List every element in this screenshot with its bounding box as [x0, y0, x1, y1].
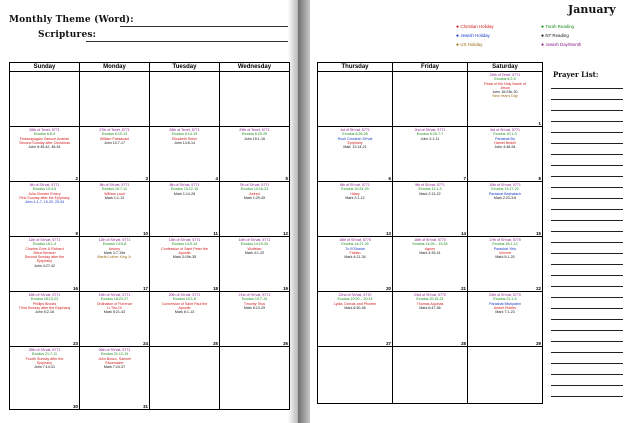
day-entry: Mark 1:14-28 — [173, 191, 196, 196]
day-entry: 26th of Tevet, 5771 — [29, 128, 60, 132]
day-entry: 19th of Sh'vat, 5771 — [98, 293, 131, 297]
day-entry: Julia Chester Emery — [28, 191, 61, 196]
day-entry: Exodus 21:12-19 — [100, 352, 129, 357]
day-entry: Exodus 10:7-11 — [102, 187, 127, 192]
day-header: Monday — [80, 63, 150, 72]
calendar-day-cell[interactable] — [393, 347, 468, 404]
day-entry: Mark 6:13-29 — [243, 305, 266, 310]
day-entry: Rosh Chodesh Sh'vat — [337, 136, 373, 141]
day-entry: Exodus 14:21-25 — [341, 242, 369, 247]
day-entry: Exodus 20:15-21 — [416, 297, 444, 302]
calendar-day-cell[interactable] — [80, 72, 150, 127]
calendar-day-cell[interactable] — [80, 127, 150, 182]
day-number: 23 — [73, 341, 78, 346]
day-entry: Exodus 6:20-25 — [241, 132, 268, 137]
day-entry: Exodus 21:1-6 — [493, 297, 517, 302]
day-entry: Timothy Titus — [243, 301, 266, 306]
day-number: 2 — [75, 176, 78, 181]
day-entry: 22nd of Sh'vat, 5770 — [338, 293, 372, 297]
calendar-week-row — [318, 72, 543, 127]
day-entry: Exodus 10:12-15 — [170, 187, 199, 192]
day-entry: Exodus 10:1-3 — [493, 132, 517, 137]
day-entry: Apostle — [178, 305, 191, 310]
day-entry: William Laud — [104, 191, 125, 196]
calendar-week-row — [10, 347, 290, 410]
day-entry: John 2:1-11 — [420, 136, 440, 141]
day-entry: Jesus — [500, 85, 510, 90]
calendar-week-row — [10, 292, 290, 347]
calendar-day-cell[interactable] — [318, 347, 393, 404]
day-entry: Exodus 6:2-5 — [494, 77, 516, 82]
prayer-line[interactable] — [551, 154, 623, 155]
prayer-line[interactable] — [551, 242, 623, 243]
day-entry: 3rd of Sh'vat, 5771 — [489, 128, 521, 132]
legend — [456, 24, 606, 52]
day-entry: 13th of Sh'vat, 5771 — [168, 238, 201, 242]
day-entry: Mark 6:1-13 — [174, 310, 195, 315]
prayer-line[interactable] — [551, 176, 623, 177]
calendar-week-row — [10, 237, 290, 292]
day-entry: John 4:27-42 — [34, 263, 55, 268]
day-entry: Fedanayagam Samuel Azariah — [19, 136, 70, 141]
day-entry: 28th of Tevet, 5771 — [169, 128, 200, 132]
day-entry: John 14:6-14 — [174, 140, 195, 145]
day-entry: Exodus 18:1-12 — [492, 242, 518, 247]
calendar-day-cell[interactable] — [468, 127, 543, 182]
calendar-day-cell[interactable] — [220, 182, 290, 237]
day-entry: Exodus 14:15-20 — [240, 242, 269, 247]
day-entry: Aelred — [249, 191, 260, 196]
day-entry: Harriet Bedell — [494, 140, 516, 145]
prayer-line[interactable] — [551, 143, 623, 144]
day-entry: Mark 3:7-19a — [103, 250, 126, 255]
calendar-day-cell[interactable] — [220, 237, 290, 292]
prayer-line[interactable] — [551, 275, 623, 276]
day-entry: Parashat Mishpatim — [489, 301, 521, 306]
day-number: 12 — [283, 231, 288, 236]
day-header: Tuesday — [150, 63, 220, 72]
day-entry: First Sunday after the Epiphany — [19, 195, 70, 200]
day-entry: Mark 5:21-43 — [103, 310, 126, 315]
day-number: 13 — [386, 231, 391, 236]
day-entry: Mark 6:30-46 — [344, 305, 366, 310]
day-number: 26 — [283, 341, 288, 346]
scriptures-underline — [86, 41, 288, 42]
prayer-line[interactable] — [551, 209, 623, 210]
day-number: 17 — [143, 286, 148, 291]
day-entry: Exodus 6:10-13 — [101, 132, 128, 137]
prayer-line[interactable] — [551, 110, 623, 111]
day-entry: 12th of Sh'vat, 5771 — [98, 238, 131, 242]
day-entry: Exodus 14:26 – 15:26 — [412, 242, 448, 247]
day-header: Wednesday — [220, 63, 290, 72]
day-entry: 25th of Sh'vat, 5771 — [28, 348, 61, 352]
calendar-day-cell[interactable] — [10, 72, 80, 127]
day-entry: Charles Gore & Richard — [25, 246, 64, 251]
legend-dot-icon: ● — [541, 24, 546, 30]
day-number: 8 — [538, 176, 541, 181]
calendar-day-cell[interactable] — [220, 292, 290, 347]
day-entry: Exodus 6:6-9 — [33, 132, 56, 137]
day-entry: Vincent — [499, 250, 511, 255]
day-entry: John 15:1-16 — [244, 136, 265, 141]
day-entry: John 6:35-42, 48-51 — [28, 145, 61, 150]
day-entry: John Bosco, Samuel — [98, 356, 131, 361]
prayer-line[interactable] — [551, 396, 623, 397]
day-entry: 4th of Sh'vat, 5771 — [29, 183, 60, 187]
prayer-line[interactable] — [551, 385, 623, 386]
month-title: January — [568, 3, 616, 16]
day-entry: 15th of Sh'vat, 5770 — [339, 238, 371, 242]
calendar-week-row — [318, 292, 543, 347]
calendar-week-row — [10, 127, 290, 182]
calendar-day-cell[interactable] — [150, 292, 220, 347]
calendar-day-cell[interactable] — [318, 127, 393, 182]
day-number: 19 — [283, 286, 288, 291]
calendar-week-row — [318, 347, 543, 404]
calendar-day-cell[interactable] — [468, 72, 543, 127]
day-entry: Elizabeth Seton — [171, 136, 198, 141]
day-entry: Exodus 14:9-14 — [171, 242, 198, 247]
day-entry: 24th of Sh'vat, 5770 — [489, 293, 521, 297]
calendar-day-cell[interactable] — [318, 292, 393, 347]
prayer-line[interactable] — [551, 286, 623, 287]
prayer-line[interactable] — [551, 187, 623, 188]
calendar-day-cell[interactable] — [80, 237, 150, 292]
day-entry: Confession of Saint Peter the — [161, 246, 208, 251]
day-entry: Apostle — [178, 250, 191, 255]
day-header: Friday — [393, 63, 468, 72]
calendar-day-cell[interactable] — [393, 292, 468, 347]
day-entry: 11th of Sh'vat, 5771 — [28, 238, 61, 242]
day-entry: Exodus 10:16-23 — [240, 187, 269, 192]
prayer-line[interactable] — [551, 231, 623, 232]
day-entry: Exodus 18:24-27 — [100, 297, 129, 302]
calendar-day-cell[interactable] — [393, 72, 468, 127]
calendar-day-cell[interactable] — [220, 72, 290, 127]
prayer-line[interactable] — [551, 319, 623, 320]
calendar-week-row — [10, 72, 290, 127]
calendar-day-cell[interactable] — [80, 347, 150, 410]
day-number: 24 — [143, 341, 148, 346]
day-entry: Tu B'Shavat — [345, 246, 365, 251]
day-entry: 7th of Sh'vat, 5771 — [239, 183, 270, 187]
day-entry: 14th of Sh'vat, 5771 — [238, 238, 271, 242]
legend-dot-icon: ● — [456, 24, 461, 30]
day-entry: Second Sunday after the — [24, 255, 65, 260]
day-header: Saturday — [468, 63, 543, 72]
scriptures-label: Scriptures: — [38, 30, 97, 40]
theme-underline — [120, 26, 288, 27]
day-entry: 25th of Tevet, 5771 — [489, 73, 521, 77]
day-entry: Li Tim-Oi — [107, 305, 122, 310]
calendar-day-cell[interactable] — [468, 237, 543, 292]
day-entry: 8th of Sh'vat, 5771 — [340, 183, 370, 187]
prayer-line[interactable] — [551, 352, 623, 353]
day-entry: Mark 1:1-13 — [104, 195, 125, 200]
calendar-right — [317, 62, 543, 404]
calendar-week-row — [318, 182, 543, 237]
day-entry: Thomas Aquinas — [416, 301, 444, 306]
prayer-line[interactable] — [551, 308, 623, 309]
day-number: 27 — [386, 341, 391, 346]
prayer-line[interactable] — [551, 253, 623, 254]
calendar-day-cell[interactable] — [318, 72, 393, 127]
calendar-day-cell[interactable] — [10, 347, 80, 410]
day-entry: Parashat Yitro — [493, 246, 517, 251]
legend-item-nt-reading: ● NT Reading — [541, 33, 569, 39]
calendar-day-cell[interactable] — [150, 127, 220, 182]
day-entry: John 4:46-54 — [494, 145, 516, 150]
calendar-day-cell[interactable] — [150, 237, 220, 292]
day-entry: Phillips Brooks — [32, 301, 57, 306]
day-entry: 5th of Sh'vat, 5771 — [99, 183, 130, 187]
day-number: 21 — [461, 286, 466, 291]
day-entry: John 7:14-31 — [34, 365, 55, 370]
day-number: 28 — [461, 341, 466, 346]
legend-dot-icon: ● — [541, 42, 546, 48]
day-entry: 1st of Sh'vat, 5771 — [340, 128, 370, 132]
day-header: Sunday — [10, 63, 80, 72]
prayer-line[interactable] — [551, 264, 623, 265]
prayer-line[interactable] — [551, 341, 623, 342]
calendar-day-cell[interactable] — [393, 127, 468, 182]
day-entry: Hilary — [350, 191, 360, 196]
day-entry: Exodus 13:17-22 — [491, 187, 519, 192]
day-entry: Matt. 12:14-21 — [343, 145, 367, 150]
prayer-line[interactable] — [551, 88, 623, 89]
legend-item-christian-holiday: ● Christian Holiday — [456, 24, 494, 30]
day-entry: Mark 5:1-20 — [495, 255, 515, 260]
day-number: 22 — [536, 286, 541, 291]
day-entry: Ordination of Florence — [96, 301, 133, 306]
calendar-day-cell[interactable] — [220, 347, 290, 410]
day-entry: Exodus 19:20 – 20:14 — [337, 297, 373, 302]
day-number: 1 — [538, 121, 541, 126]
calendar-day-cell[interactable] — [468, 182, 543, 237]
calendar-day-cell[interactable] — [80, 182, 150, 237]
day-number: 20 — [386, 286, 391, 291]
day-number: 9 — [75, 231, 78, 236]
calendar-day-cell[interactable] — [393, 182, 468, 237]
day-entry: Epiphany — [347, 140, 363, 145]
day-entry: John 16:23b-30 — [492, 90, 518, 95]
prayer-line[interactable] — [551, 330, 623, 331]
prayer-line[interactable] — [551, 198, 623, 199]
day-entry: Wulfstan — [247, 246, 262, 251]
calendar-day-cell[interactable] — [10, 292, 80, 347]
day-number: 31 — [143, 404, 148, 409]
calendar-week-row — [318, 127, 543, 182]
calendar-day-cell[interactable] — [10, 237, 80, 292]
calendar-day-cell[interactable] — [150, 72, 220, 127]
day-entry: Mark 7:1-23 — [495, 310, 515, 315]
day-entry: 9th of Sh'vat, 5771 — [415, 183, 445, 187]
day-entry: Exodus 19:7-19 — [241, 297, 268, 302]
day-entry: Exodus 10:24-29 — [341, 187, 369, 192]
legend-dot-icon: ● — [456, 33, 461, 39]
day-entry: Exodus 10:4-6 — [32, 187, 57, 192]
legend-item-torah-reading: ● Torah Reading — [541, 24, 574, 30]
calendar-day-cell[interactable] — [220, 127, 290, 182]
day-entry: Mark 3:19b-35 — [172, 255, 197, 260]
day-entry: William Passavant — [99, 136, 130, 141]
calendar-day-cell[interactable] — [80, 292, 150, 347]
day-entry: 17th of Sh'vat, 5770 — [489, 238, 521, 242]
day-number: 5 — [285, 176, 288, 181]
day-entry: Fabian — [349, 250, 361, 255]
day-entry: Epiphany — [37, 259, 52, 264]
day-number: 25 — [213, 341, 218, 346]
calendar-week-row — [10, 182, 290, 237]
calendar-day-cell[interactable] — [468, 347, 543, 404]
day-entry: Meux Benson — [33, 250, 56, 255]
day-number: 14 — [461, 231, 466, 236]
prayer-line[interactable] — [551, 165, 623, 166]
day-entry: Exodus 15:1-4 — [32, 242, 57, 247]
prayer-line[interactable] — [551, 132, 623, 133]
day-number: 7 — [463, 176, 466, 181]
day-entry: Mark 4:1-20 — [244, 250, 265, 255]
day-number: 18 — [213, 286, 218, 291]
day-entry: Second Sunday after Christmas — [19, 140, 70, 145]
day-entry: 29th of Tevet, 5771 — [239, 128, 270, 132]
day-entry: Fourth Sunday after the — [25, 356, 64, 361]
page-gutter-shadow — [298, 0, 310, 423]
day-entry: Exodus 6:14-19 — [171, 132, 198, 137]
day-number: 10 — [143, 231, 148, 236]
prayer-list-label: Prayer List: — [553, 70, 599, 79]
day-entry: Martin Luther King Jr. — [97, 255, 132, 260]
calendar-day-cell[interactable] — [393, 237, 468, 292]
day-entry: Mark 4:21-34 — [344, 255, 366, 260]
day-entry: 6th of Sh'vat, 5771 — [169, 183, 200, 187]
day-entry: 21st of Sh'vat, 5771 — [238, 293, 271, 297]
day-number: 4 — [215, 176, 218, 181]
day-number: 6 — [388, 176, 391, 181]
day-entry: 18th of Sh'vat, 5771 — [28, 293, 61, 297]
legend-item-jewish-day-month: ● Jewish Day/Month — [541, 42, 582, 48]
day-entry: Third Sunday after the Epiphany — [18, 305, 71, 310]
prayer-line[interactable] — [551, 121, 623, 122]
day-entry: Mark 6:47-56 — [419, 305, 441, 310]
day-entry: Exodus 19:1-6 — [172, 297, 197, 302]
day-entry: Feast of the Holy Name of — [484, 81, 526, 86]
day-number: 3 — [145, 176, 148, 181]
day-entry: Epiphany — [37, 360, 52, 365]
day-entry: Lydia, Dorcas and Phoebe — [333, 301, 377, 306]
calendar-day-cell[interactable] — [150, 182, 220, 237]
day-entry: 10th of Sh'vat, 5771 — [489, 183, 521, 187]
day-number: 30 — [73, 404, 78, 409]
day-entry: Antony — [108, 246, 121, 251]
day-entry: Mark 1:29-45 — [243, 195, 266, 200]
day-number: 11 — [213, 231, 218, 236]
day-entry: Exodus 18:13-23 — [30, 297, 59, 302]
prayer-line[interactable] — [551, 99, 623, 100]
calendar-day-cell[interactable] — [10, 127, 80, 182]
day-entry: John 1:1-7, 19-20, 29-34 — [24, 200, 65, 205]
day-number: 16 — [73, 286, 78, 291]
day-entry: 27th of Tevet, 5771 — [99, 128, 130, 132]
day-entry: Conversion of Saint Paul the — [161, 301, 208, 306]
day-entry: Exodus 14:5-8 — [102, 242, 127, 247]
calendar-day-cell[interactable] — [10, 182, 80, 237]
calendar-day-cell[interactable] — [318, 237, 393, 292]
prayer-line[interactable] — [551, 220, 623, 221]
legend-dot-icon: ● — [541, 33, 546, 39]
legend-item-jewish-holiday: ● Jewish Holiday — [456, 33, 490, 39]
day-entry: Exodus 11:1-3 — [418, 187, 442, 192]
legend-item-us-holiday: ● US Holiday — [456, 42, 483, 48]
prayer-line[interactable] — [551, 374, 623, 375]
day-number: 29 — [536, 341, 541, 346]
day-entry: 20th of Sh'vat, 5771 — [168, 293, 201, 297]
prayer-line[interactable] — [551, 297, 623, 298]
day-entry: 26th of Sh'vat, 5771 — [98, 348, 131, 352]
day-entry: Agnes — [424, 246, 436, 251]
day-header: Thursday — [318, 63, 393, 72]
calendar-left — [9, 62, 290, 410]
day-number: 15 — [536, 231, 541, 236]
day-entry: 2nd of Sh'vat, 5771 — [414, 128, 446, 132]
day-entry: Mark 4:35-41 — [419, 250, 441, 255]
day-entry: 23rd of Sh'vat, 5770 — [413, 293, 447, 297]
legend-dot-icon: ● — [456, 42, 461, 48]
day-entry: Mark 2:13-22 — [419, 191, 441, 196]
day-entry: John 5:2-18 — [35, 310, 54, 315]
day-entry: Parashat Beshalach — [488, 191, 522, 196]
day-entry: 16th of Sh'vat, 5770 — [414, 238, 446, 242]
day-entry: John 10:7-17 — [104, 140, 125, 145]
prayer-line[interactable] — [551, 363, 623, 364]
day-entry: Shoemaker — [105, 360, 124, 365]
day-entry: Mark 2:1-12 — [345, 195, 365, 200]
day-entry: New Year's Day — [492, 94, 518, 99]
calendar-day-cell[interactable] — [150, 347, 220, 410]
day-entry: Mark 2:23-3:6 — [493, 195, 517, 200]
monthly-theme-label: Monthly Theme (Word): — [9, 15, 134, 25]
calendar-week-row — [318, 237, 543, 292]
day-entry: Andrei Rublev — [493, 305, 517, 310]
day-entry: Exodus 6:29-7:7 — [416, 132, 444, 137]
day-entry: Mark 7:24-37 — [103, 365, 126, 370]
day-entry: Exodus 6:26-28 — [342, 132, 368, 137]
day-entry: Exodus 21:7-11 — [32, 352, 57, 357]
calendar-day-cell[interactable] — [468, 292, 543, 347]
calendar-day-cell[interactable] — [318, 182, 393, 237]
day-entry: Parashat Bo — [495, 136, 515, 141]
